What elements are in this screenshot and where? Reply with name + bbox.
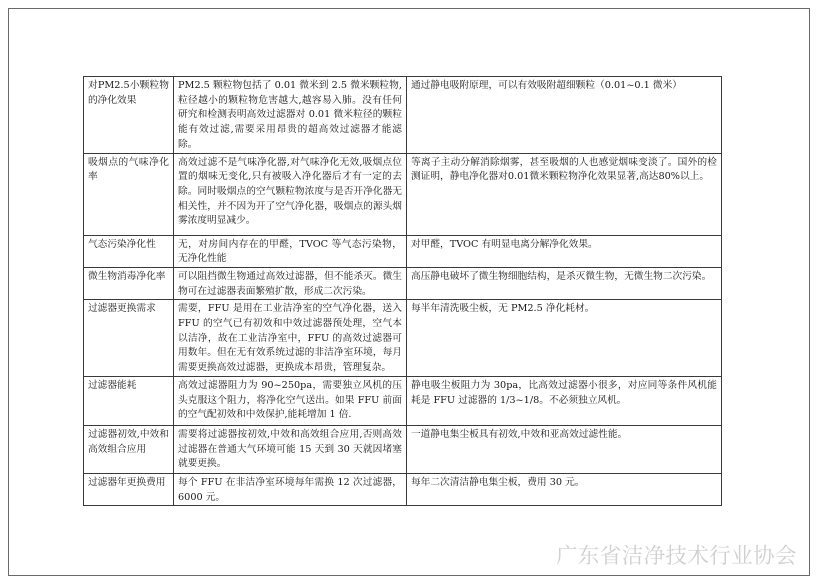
- electrostatic-cell: 一道静电集尘板具有初效,中效和亚高效过滤性能。: [407, 425, 722, 473]
- filter-cell: 需要，FFU 是用在工业洁净室的空气净化器，送入FFU 的空气已有初效和中效过滤器预处理，空气本以洁净，故在工业洁净室中，FFU 的高效过滤器可用数年。但在无有效系统过滤的非洁净室环境，每月需要更换高效过滤器，更换成本昂贵，管理复杂。: [174, 300, 407, 377]
- item-cell: 微生物消毒净化率: [84, 267, 174, 299]
- table-row: [84, 235, 722, 267]
- electrostatic-cell: 等离子主动分解消除烟雾，甚至吸烟的人也感觉烟味变淡了。国外的检测证明，静电净化器对0.01微米颗粒物净化效果显著,高达80%以上。: [407, 153, 722, 235]
- filter-cell: 无，对房间内存在的甲醛，TVOC 等气态污染物，无净化性能: [174, 235, 407, 267]
- table-row: [84, 77, 722, 154]
- electrostatic-cell: 静电吸尘板阻力为 30pa，比高效过滤器小很多，对应同等条件风机能耗是 FFU 过滤器的 1/3~1/8。不必须独立风机。: [407, 376, 722, 425]
- filter-cell: 需要将过滤器按初效,中效和高效组合应用,否则高效过滤器在普通大气环境可能 15 天到 30 天就因堵塞就要更换。: [174, 425, 407, 473]
- table-row: [84, 267, 722, 299]
- electrostatic-cell: 高压静电破坏了微生物细胞结构，是杀灭微生物，无微生物二次污染。: [407, 267, 722, 299]
- watermark: 广东省洁净技术行业协会: [556, 544, 797, 569]
- filter-cell: 每个 FFU 在非洁净室环境每年需换 12 次过滤器，6000 元。: [174, 473, 407, 505]
- electrostatic-cell: 对甲醛，TVOC 有明显电离分解净化效果。: [407, 235, 722, 267]
- electrostatic-cell: 通过静电吸附原理，可以有效吸附超细颗粒（0.01~0.1 微米）: [407, 77, 722, 154]
- electrostatic-cell: 每半年清洗吸尘板，无 PM2.5 净化耗材。: [407, 300, 722, 377]
- table-row: [84, 376, 722, 425]
- table-row: [84, 425, 722, 473]
- table-row: [84, 300, 722, 377]
- filter-cell: 可以阻挡微生物通过高效过滤器，但不能杀灭。微生物可在过滤器表面繁殖扩散，形成二次污染。: [174, 267, 407, 299]
- electrostatic-cell: 每年二次清洁静电集尘板，费用 30 元。: [407, 473, 722, 505]
- filter-cell: 高效过滤器阻力为 90~250pa，需要独立风机的压头克服这个阻力，将净化空气送出。如果 FFU 前面的空气配初效和中效保护,能耗增加 1 倍.: [174, 376, 407, 425]
- item-cell: 气态污染净化性: [84, 235, 174, 267]
- item-cell: 过滤器年更换费用: [84, 473, 174, 505]
- filter-cell: PM2.5 颗粒物包括了 0.01 微米到 2.5 微米颗粒物,粒径越小的颗粒物危害越大,越容易入肺。没有任何研究和检测表明高效过滤器对 0.01 微米粒径的颗粒能有效过滤,需要采用昂贵的超高效过滤器才能滤除。: [174, 77, 407, 154]
- item-cell: 过滤器更换需求: [84, 300, 174, 377]
- table-row: [84, 153, 722, 235]
- table-row: [84, 473, 722, 505]
- item-cell: 过滤器能耗: [84, 376, 174, 425]
- filter-cell: 高效过滤不是气味净化器,对气味净化无效,吸烟点位置的烟味无变化,只有被吸入净化器后才有一定的去除。同时吸烟点的空气颗粒物浓度与是否开净化器无相关性，并不因为开了空气净化器，吸烟点的源头烟雾浓度明显减少。: [174, 153, 407, 235]
- comparison-table: [83, 76, 722, 506]
- item-cell: 吸烟点的气味净化率: [84, 153, 174, 235]
- item-cell: 过滤器初效,中效和高效组合应用: [84, 425, 174, 473]
- item-cell: 对PM2.5小颗粒物的净化效果: [84, 77, 174, 154]
